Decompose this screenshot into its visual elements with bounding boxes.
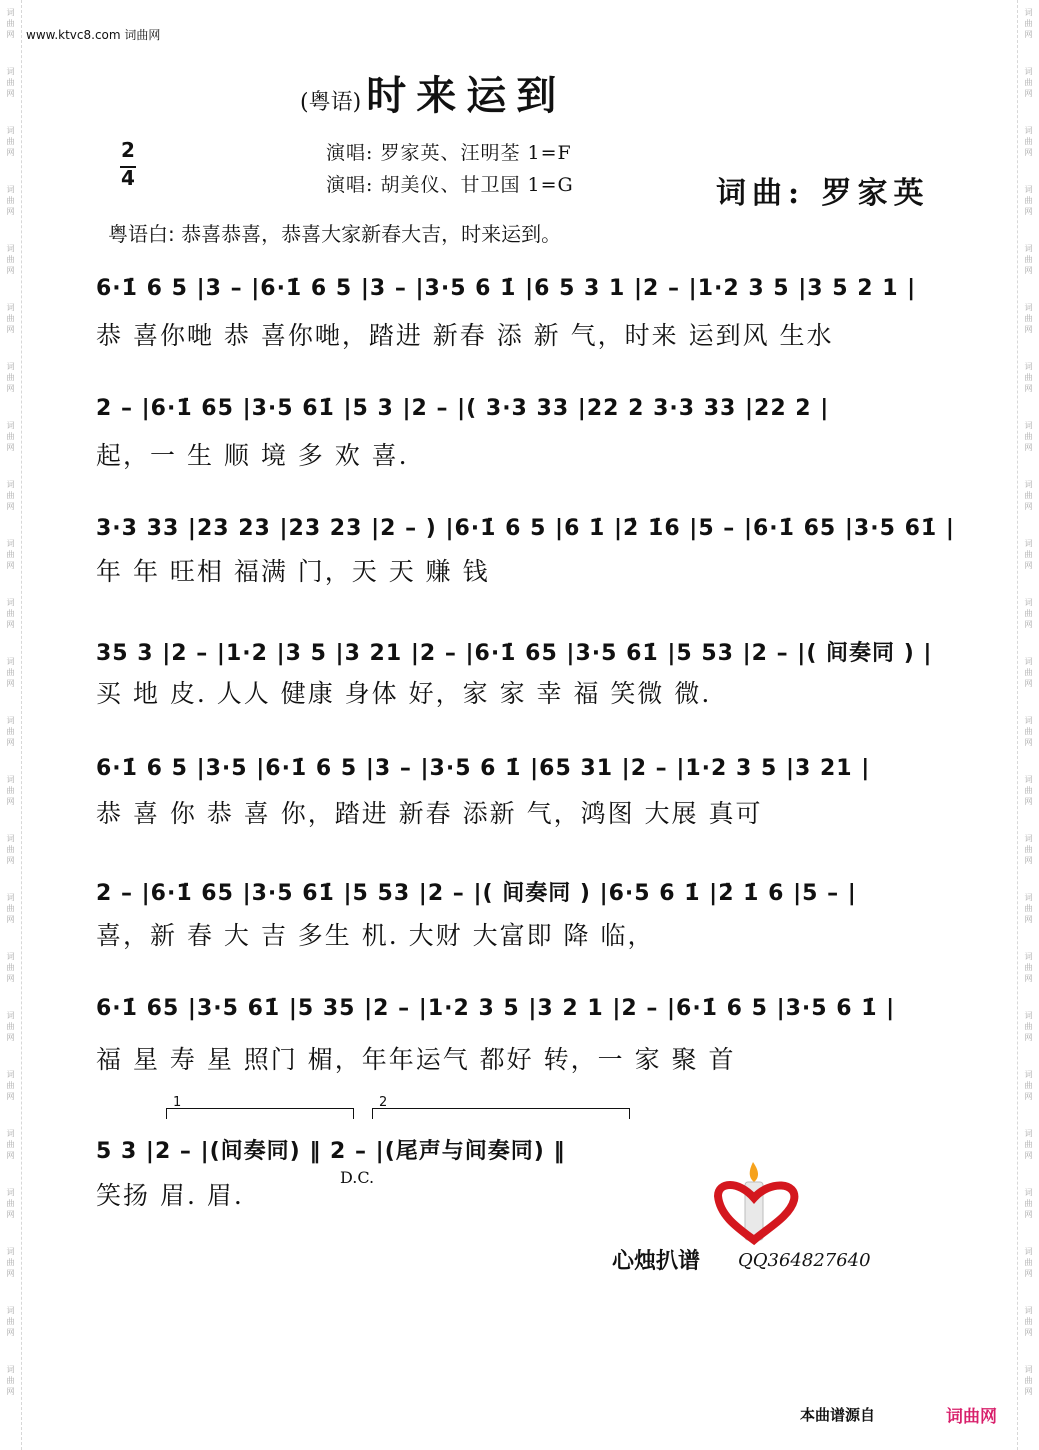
watermark-char: 网 — [6, 1033, 15, 1042]
watermark-char: 词 — [1024, 1011, 1033, 1020]
watermark-char: 曲 — [6, 1022, 15, 1031]
watermark-char: 网 — [1024, 1151, 1033, 1160]
watermark-char: 网 — [1024, 325, 1033, 334]
watermark-char: 网 — [6, 443, 15, 452]
watermark-char: 曲 — [6, 314, 15, 323]
site-url: www.ktvc8.com 词曲网 — [26, 28, 161, 42]
watermark-char: 曲 — [1024, 373, 1033, 382]
lyrics-row-5: 恭 喜 你 恭 喜 你，踏进 新春 添新 气，鸿图 大展 真可 — [96, 799, 763, 828]
watermark-char: 曲 — [6, 1317, 15, 1326]
watermark-char: 词 — [6, 126, 15, 135]
transcriber-name: 心烛扒谱 — [612, 1249, 701, 1274]
watermark-char: 网 — [1024, 620, 1033, 629]
notation-row-3: 3·3 33 |23 23 |23 23 |2 – ) |6·1̇ 6 5 |6 1̇ |2̇ 1̇6 |5 – |6·1̇ 65 |3·5 61̇ | — [96, 516, 955, 541]
watermark-char: 词 — [6, 480, 15, 489]
watermark-char: 词 — [6, 1129, 15, 1138]
watermark-char: 词 — [6, 1011, 15, 1020]
watermark-char: 网 — [6, 384, 15, 393]
notation-row-5: 6·1̇ 6 5 |3·5 |6·1̇ 6 5 |3 – |3·5 6 1̇ |65 31 |2 – |1·2 3 5 |3 21 | — [96, 756, 871, 781]
song-title: 时来运到 — [366, 72, 567, 119]
watermark-char: 曲 — [6, 550, 15, 559]
watermark-char: 曲 — [6, 727, 15, 736]
watermark-char: 网 — [1024, 207, 1033, 216]
watermark-char: 网 — [6, 89, 15, 98]
watermark-char: 曲 — [6, 609, 15, 618]
notation-row-6: 2 – |6·1̇ 65 |3·5 61̇ |5 53 |2 – |( 间奏同 ) |6·5 6 1̇ |2̇ 1̇ 6 |5 – | — [96, 881, 857, 906]
watermark-char: 网 — [6, 207, 15, 216]
watermark-char: 曲 — [6, 1258, 15, 1267]
watermark-char: 词 — [6, 539, 15, 548]
watermark-char: 曲 — [1024, 904, 1033, 913]
candle-heart-logo — [708, 1158, 808, 1248]
lyrics-row-2: 起，一 生 顺 境 多 欢 喜. — [96, 441, 409, 470]
watermark-char: 曲 — [6, 432, 15, 441]
watermark-char: 网 — [6, 738, 15, 747]
lyrics-row-6: 喜，新 春 大 吉 多生 机. 大财 大富即 降 临， — [96, 921, 655, 950]
dc-mark: D.C. — [340, 1168, 375, 1187]
second-ending-bracket — [372, 1095, 630, 1119]
watermark-char: 曲 — [1024, 314, 1033, 323]
watermark-char: 词 — [1024, 1365, 1033, 1374]
watermark-char: 曲 — [6, 1376, 15, 1385]
title-block — [300, 64, 566, 121]
watermark-char: 词 — [1024, 126, 1033, 135]
watermark-char: 网 — [6, 266, 15, 275]
watermark-char: 词 — [1024, 1188, 1033, 1197]
watermark-char: 词 — [1024, 539, 1033, 548]
spoken-intro: 粤语白: 恭喜恭喜，恭喜大家新春大吉，时来运到。 — [108, 222, 562, 246]
watermark-char: 网 — [6, 856, 15, 865]
watermark-char: 曲 — [1024, 1376, 1033, 1385]
watermark-char: 网 — [6, 1210, 15, 1219]
watermark-char: 网 — [1024, 502, 1033, 511]
watermark-char: 网 — [1024, 915, 1033, 924]
watermark-char: 曲 — [1024, 786, 1033, 795]
watermark-char: 曲 — [6, 255, 15, 264]
lyrics-row-3: 年 年 旺相 福满 门，天 天 赚 钱 — [96, 557, 490, 586]
watermark-char: 网 — [1024, 856, 1033, 865]
watermark-char: 词 — [1024, 952, 1033, 961]
watermark-char: 曲 — [6, 1081, 15, 1090]
watermark-char: 词 — [6, 185, 15, 194]
watermark-char: 网 — [1024, 384, 1033, 393]
watermark-char: 词 — [1024, 775, 1033, 784]
notation-row-1: 6·1̇ 6 5 |3 – |6·1̇ 6 5 |3 – |3·5 6 1̇ |6 5 3 1 |2 – |1·2 3 5 |3 5 2 1 | — [96, 276, 917, 301]
watermark-char: 曲 — [1024, 196, 1033, 205]
watermark-char: 词 — [6, 952, 15, 961]
watermark-char: 网 — [6, 561, 15, 570]
watermark-char: 曲 — [6, 668, 15, 677]
notation-row-8: 5 3 |2 – |(间奏同) ‖ 2 – |(尾声与间奏同) ‖ — [96, 1139, 566, 1164]
watermark-char: 曲 — [1024, 491, 1033, 500]
watermark-char: 曲 — [6, 196, 15, 205]
watermark-char: 曲 — [6, 137, 15, 146]
watermark-char: 词 — [6, 1188, 15, 1197]
left-watermark-strip — [0, 0, 22, 1450]
watermark-char: 词 — [6, 1306, 15, 1315]
watermark-char: 曲 — [1024, 78, 1033, 87]
watermark-char: 曲 — [1024, 845, 1033, 854]
first-ending-label: 1 — [173, 1095, 182, 1110]
watermark-char: 曲 — [6, 786, 15, 795]
watermark-char: 词 — [1024, 362, 1033, 371]
watermark-char: 网 — [6, 1151, 15, 1160]
watermark-char: 词 — [1024, 893, 1033, 902]
watermark-char: 词 — [6, 1247, 15, 1256]
first-ending-bracket — [166, 1095, 354, 1119]
watermark-char: 词 — [1024, 67, 1033, 76]
watermark-char: 词 — [6, 716, 15, 725]
footer-brand[interactable]: 词曲网 — [946, 1407, 997, 1427]
watermark-char: 词 — [6, 1365, 15, 1374]
lyrics-row-8: 笑扬 眉. 眉. — [96, 1181, 244, 1210]
footer-source-label: 本曲谱源自 — [800, 1406, 876, 1424]
watermark-char: 网 — [6, 679, 15, 688]
second-ending-label: 2 — [379, 1095, 388, 1110]
watermark-char: 词 — [1024, 834, 1033, 843]
watermark-char: 词 — [6, 8, 15, 17]
watermark-char: 曲 — [6, 373, 15, 382]
watermark-char: 网 — [1024, 797, 1033, 806]
notation-row-2: 2 – |6·1̇ 65 |3·5 61̇ |5 3 |2 – |( 3·3 33 |22 2 3·3 33 |22 2 | — [96, 396, 830, 421]
composer-credit: 词曲: 罗家英 — [716, 176, 930, 211]
lyrics-row-7: 福 星 寿 星 照门 楣，年年运气 都好 转，一 家 聚 首 — [96, 1045, 736, 1074]
watermark-char: 词 — [6, 303, 15, 312]
watermark-char: 网 — [1024, 679, 1033, 688]
watermark-char: 曲 — [1024, 255, 1033, 264]
watermark-char: 词 — [6, 598, 15, 607]
watermark-char: 曲 — [6, 904, 15, 913]
watermark-char: 曲 — [6, 1140, 15, 1149]
watermark-char: 曲 — [1024, 1140, 1033, 1149]
watermark-char: 网 — [6, 1387, 15, 1396]
watermark-char: 网 — [1024, 1092, 1033, 1101]
watermark-char: 词 — [1024, 421, 1033, 430]
watermark-char: 词 — [6, 421, 15, 430]
watermark-char: 曲 — [1024, 963, 1033, 972]
watermark-char: 曲 — [6, 491, 15, 500]
watermark-char: 网 — [1024, 561, 1033, 570]
watermark-char: 词 — [6, 1070, 15, 1079]
watermark-char: 网 — [1024, 148, 1033, 157]
watermark-char: 网 — [1024, 1269, 1033, 1278]
lyrics-row-4: 买 地 皮. 人人 健康 身体 好，家 家 幸 福 笑微 微. — [96, 679, 712, 708]
watermark-char: 词 — [6, 67, 15, 76]
watermark-char: 网 — [1024, 1033, 1033, 1042]
watermark-char: 词 — [1024, 1129, 1033, 1138]
watermark-char: 词 — [1024, 303, 1033, 312]
watermark-char: 词 — [1024, 598, 1033, 607]
watermark-char: 曲 — [1024, 1317, 1033, 1326]
performer-line-2: 演唱: 胡美仪、甘卫国 1=G — [326, 174, 574, 196]
watermark-char: 曲 — [6, 19, 15, 28]
watermark-char: 曲 — [1024, 432, 1033, 441]
watermark-char: 词 — [1024, 716, 1033, 725]
watermark-char: 曲 — [1024, 1081, 1033, 1090]
watermark-char: 词 — [6, 893, 15, 902]
watermark-char: 词 — [6, 657, 15, 666]
watermark-char: 网 — [6, 1328, 15, 1337]
watermark-char: 曲 — [1024, 137, 1033, 146]
watermark-char: 词 — [1024, 657, 1033, 666]
watermark-char: 网 — [6, 797, 15, 806]
watermark-char: 曲 — [1024, 609, 1033, 618]
lyrics-row-1: 恭 喜你哋 恭 喜你哋，踏进 新春 添 新 气，时来 运到风 生水 — [96, 321, 834, 350]
watermark-char: 网 — [6, 502, 15, 511]
watermark-char: 网 — [1024, 1387, 1033, 1396]
watermark-char: 词 — [6, 834, 15, 843]
watermark-char: 网 — [1024, 266, 1033, 275]
watermark-char: 词 — [6, 775, 15, 784]
watermark-char: 网 — [6, 1269, 15, 1278]
performer-line-1: 演唱: 罗家英、汪明荃 1=F — [326, 142, 572, 164]
watermark-char: 词 — [1024, 1070, 1033, 1079]
watermark-char: 网 — [1024, 89, 1033, 98]
watermark-char: 曲 — [1024, 727, 1033, 736]
watermark-char: 曲 — [6, 845, 15, 854]
watermark-char: 曲 — [1024, 19, 1033, 28]
watermark-char: 曲 — [1024, 1022, 1033, 1031]
subtitle: (粤语) — [300, 90, 362, 115]
watermark-char: 网 — [6, 148, 15, 157]
watermark-char: 网 — [6, 620, 15, 629]
watermark-char: 网 — [1024, 1210, 1033, 1219]
watermark-char: 网 — [1024, 443, 1033, 452]
watermark-char: 网 — [1024, 974, 1033, 983]
watermark-char: 曲 — [1024, 550, 1033, 559]
watermark-char: 曲 — [6, 1199, 15, 1208]
watermark-char: 网 — [1024, 738, 1033, 747]
notation-row-4: 35 3 |2 – |1·2 |3 5 |3 21 |2 – |6·1̇ 65 |3·5 61̇ |5 53 |2 – |( 间奏同 ) | — [96, 641, 933, 666]
time-signature-top: 2 — [121, 138, 135, 162]
watermark-char: 网 — [6, 1092, 15, 1101]
watermark-char: 网 — [6, 325, 15, 334]
watermark-char: 词 — [1024, 8, 1033, 17]
watermark-char: 词 — [6, 362, 15, 371]
right-watermark-strip — [1017, 0, 1039, 1450]
watermark-char: 曲 — [1024, 1199, 1033, 1208]
watermark-char: 词 — [6, 244, 15, 253]
time-signature-bottom: 4 — [121, 166, 135, 190]
watermark-char: 词 — [1024, 1247, 1033, 1256]
watermark-char: 曲 — [1024, 668, 1033, 677]
watermark-char: 网 — [6, 915, 15, 924]
watermark-char: 网 — [1024, 30, 1033, 39]
watermark-char: 词 — [1024, 244, 1033, 253]
watermark-char: 曲 — [1024, 1258, 1033, 1267]
watermark-char: 网 — [1024, 1328, 1033, 1337]
watermark-char: 网 — [6, 974, 15, 983]
watermark-char: 词 — [1024, 185, 1033, 194]
notation-row-7: 6·1̇ 65 |3·5 61̇ |5 35 |2 – |1·2 3 5 |3 2 1 |2 – |6·1̇ 6 5 |3·5 6 1̇ | — [96, 996, 896, 1021]
watermark-char: 网 — [6, 30, 15, 39]
watermark-char: 词 — [1024, 480, 1033, 489]
watermark-char: 曲 — [6, 963, 15, 972]
watermark-char: 词 — [1024, 1306, 1033, 1315]
watermark-char: 曲 — [6, 78, 15, 87]
transcriber-qq: QQ364827640 — [738, 1250, 871, 1271]
